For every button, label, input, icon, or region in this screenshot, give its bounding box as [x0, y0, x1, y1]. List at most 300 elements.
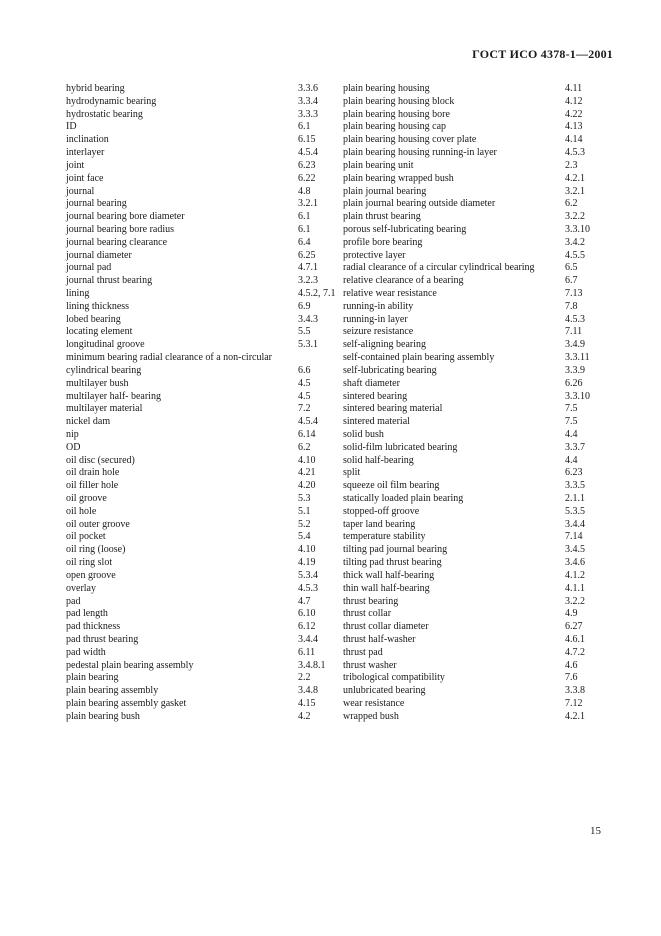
index-ref: 4.7 [298, 595, 311, 607]
index-ref: 6.22 [298, 172, 316, 184]
index-ref: 4.2.1 [565, 710, 585, 722]
index-entry [343, 262, 613, 275]
index-entry [66, 96, 343, 109]
index-ref: 5.3.5 [565, 505, 585, 517]
index-term: inclination [66, 134, 109, 146]
index-ref: 4.5 [298, 377, 311, 389]
index-term: thick wall half-bearing [343, 569, 435, 581]
index-entry [343, 544, 613, 557]
index-entry [66, 275, 343, 288]
index-term: seizure resistance [343, 326, 414, 338]
index-term: pedestal plain bearing assembly [66, 659, 194, 671]
index-ref: 3.2.3 [298, 275, 318, 287]
index-term: wrapped bush [343, 710, 399, 722]
index-entry [66, 224, 343, 237]
index-term: overlay [66, 582, 96, 594]
index-entry [66, 429, 343, 442]
index-term: cylindrical bearing [66, 364, 142, 376]
index-term: unlubricated bearing [343, 685, 426, 697]
index-ref: 3.3.7 [565, 441, 585, 453]
index-entry [343, 647, 613, 660]
index-term: statically loaded plain bearing [343, 493, 464, 504]
index-term: radial clearance of a circular cylindrical bearing [343, 262, 535, 274]
index-entry [66, 301, 343, 314]
index-ref: 3.3.10 [565, 223, 590, 235]
index-term: oil groove [66, 493, 107, 504]
index-ref: 4.9 [565, 608, 578, 620]
index-ref: 3.4.9 [565, 339, 585, 351]
index-entry [343, 570, 613, 583]
index-ref: 4.5.2, 7.1 [298, 288, 336, 299]
index-ref: 7.11 [565, 326, 583, 338]
index-entry [343, 480, 613, 493]
index-ref: 4.6 [565, 659, 578, 671]
index-term: oil hole [66, 505, 97, 517]
index-term: OD [66, 441, 81, 453]
index-entry [66, 455, 343, 468]
index-ref: 3.4.4 [565, 518, 585, 530]
index-term: oil drain hole [66, 467, 120, 479]
index-entry [343, 596, 613, 609]
index-term: profile bore bearing [343, 236, 423, 248]
index-ref: 3.2.1 [298, 198, 318, 210]
index-ref: 4.2.1 [565, 172, 585, 184]
index-term: self-contained plain bearing assembly [343, 352, 495, 364]
index-ref: 4.5.3 [565, 313, 585, 325]
index-term: journal thrust bearing [66, 275, 153, 287]
index-ref: 5.2 [298, 518, 311, 530]
index-entry [343, 467, 613, 480]
index-entry [66, 378, 343, 391]
index-term: interlayer [66, 147, 105, 159]
index-entry [66, 288, 343, 301]
index-entry [66, 262, 343, 275]
index-entry [66, 608, 343, 621]
index-entry [66, 173, 343, 186]
index-entry [66, 416, 343, 429]
index-ref: 4.12 [565, 95, 583, 107]
index-term: oil pocket [66, 531, 106, 543]
index-ref: 4.14 [565, 134, 583, 146]
index-ref: 6.10 [298, 608, 316, 620]
index-ref: 7.2 [298, 403, 311, 415]
index-entry [66, 365, 343, 378]
index-entry [343, 275, 613, 288]
index-entry [66, 186, 343, 199]
index-ref: 3.2.2 [565, 595, 585, 607]
index-entry [343, 288, 613, 301]
index-term: locating element [66, 326, 133, 338]
index-term: ID [66, 121, 77, 133]
index-ref: 4.5.3 [565, 147, 585, 159]
index-ref: 4.19 [298, 557, 316, 569]
index-ref: 3.4.4 [298, 633, 318, 645]
index-term: protective layer [343, 249, 406, 261]
index-entry [66, 339, 343, 352]
index-ref: 2.1.1 [565, 493, 585, 504]
index-term: plain journal bearing [343, 185, 427, 197]
index-ref: 7.14 [565, 531, 583, 543]
index-ref: 4.5.5 [565, 249, 585, 261]
index-entry [343, 198, 613, 211]
index-ref: 4.10 [298, 544, 316, 556]
index-ref: 4.7.1 [298, 262, 318, 274]
index-term: plain bearing housing bore [343, 108, 450, 120]
index-term: taper land bearing [343, 518, 416, 530]
index-entry [343, 442, 613, 455]
index-entry [66, 519, 343, 532]
index-term: solid bush [343, 428, 384, 440]
index-term: relative clearance of a bearing [343, 275, 464, 287]
index-ref: 4.5.3 [298, 582, 318, 594]
index-term: nickel dam [66, 416, 111, 428]
index-term: plain bearing assembly [66, 685, 159, 697]
index-term: plain bearing housing block [343, 95, 455, 107]
index-ref: 6.7 [565, 275, 578, 287]
index-entry [66, 442, 343, 455]
index-entry [66, 672, 343, 685]
index-ref: 3.4.5 [565, 544, 585, 556]
index-term: sintered material [343, 416, 410, 428]
index-entry [343, 301, 613, 314]
index-ref: 4.1.2 [565, 569, 585, 581]
index-ref: 3.4.3 [298, 313, 318, 325]
index-term: joint [66, 159, 85, 171]
index-term: thrust collar diameter [343, 621, 429, 633]
index-ref: 6.23 [298, 159, 316, 171]
index-term: plain bearing [66, 672, 119, 684]
index-term: oil disc (secured) [66, 454, 135, 466]
index-entry [66, 467, 343, 480]
index-term: journal bearing bore radius [66, 223, 175, 235]
index-term: hydrostatic bearing [66, 108, 143, 120]
index-ref: 3.3.3 [298, 108, 318, 120]
index-entry [66, 211, 343, 224]
index-term: squeeze oil film bearing [343, 480, 440, 492]
index-term: pad length [66, 608, 108, 620]
index-entry [66, 557, 343, 570]
index-term: oil filler hole [66, 480, 119, 492]
index-term: oil ring slot [66, 557, 113, 569]
index-term: plain journal bearing outside diameter [343, 198, 496, 210]
index-term: multilayer material [66, 403, 143, 415]
index-term: plain bearing housing cap [343, 121, 447, 133]
index-ref: 7.5 [565, 403, 578, 415]
index-ref: 4.5.4 [298, 147, 318, 159]
index-entry [66, 531, 343, 544]
index-ref: 5.3.1 [298, 339, 318, 351]
index-term: sintered bearing material [343, 403, 443, 415]
index-entry [66, 493, 343, 506]
index-ref: 4.13 [565, 121, 583, 133]
index-entry [343, 391, 613, 404]
index-entry [343, 403, 613, 416]
index-entry [66, 237, 343, 250]
index-ref: 4.22 [565, 108, 583, 120]
index-entry [66, 198, 343, 211]
index-term: joint face [66, 172, 104, 184]
index-term: wear resistance [343, 698, 405, 709]
index-term: pad thickness [66, 621, 121, 633]
index-ref: 6.4 [298, 236, 311, 248]
index-entry [343, 339, 613, 352]
index-entry [343, 365, 613, 378]
index-entry [343, 493, 613, 506]
index-ref: 4.21 [298, 467, 316, 479]
index-ref: 3.3.5 [565, 480, 585, 492]
index-ref: 6.1 [298, 223, 311, 235]
index-entry [343, 121, 613, 134]
index-ref: 6.14 [298, 428, 316, 440]
index-entry [66, 147, 343, 160]
index-entry [343, 160, 613, 173]
index-term: plain bearing unit [343, 159, 414, 171]
index-entry [343, 621, 613, 634]
index-entry [343, 173, 613, 186]
index-entry [343, 96, 613, 109]
index-entry [66, 109, 343, 122]
index-term: solid-film lubricated bearing [343, 441, 458, 453]
index-term: thrust washer [343, 659, 397, 671]
index-term: oil outer groove [66, 518, 130, 530]
index-ref: 4.7.2 [565, 646, 585, 658]
index-ref: 3.3.6 [298, 83, 318, 94]
index-entry [66, 352, 343, 365]
index-entry [343, 224, 613, 237]
index-ref: 6.6 [298, 364, 311, 376]
index-ref: 2.2 [298, 672, 311, 684]
index-term: plain bearing wrapped bush [343, 172, 454, 184]
index-term: plain bearing assembly gasket [66, 698, 187, 709]
index-ref: 3.3.11 [565, 352, 590, 364]
index-term: journal bearing clearance [66, 236, 168, 248]
index-term: pad [66, 595, 81, 607]
index-entry [66, 583, 343, 596]
index-entry [343, 378, 613, 391]
index-entry [66, 621, 343, 634]
index-term: plain bearing bush [66, 710, 140, 722]
index-entry [66, 121, 343, 134]
index-ref: 6.25 [298, 249, 316, 261]
index-term: minimum bearing radial clearance of a non-circular [66, 352, 273, 364]
index-entry [343, 634, 613, 647]
index-ref: 3.2.2 [565, 211, 585, 223]
index-ref: 6.5 [565, 262, 578, 274]
index-entry [66, 698, 343, 711]
index-term: plain bearing housing running-in layer [343, 147, 497, 159]
index-entry [343, 186, 613, 199]
index-ref: 3.4.8.1 [298, 659, 326, 671]
index-ref: 6.26 [565, 377, 583, 389]
index-term: journal [66, 185, 95, 197]
index-entry [343, 250, 613, 263]
index-entry [343, 455, 613, 468]
index-ref: 4.4 [565, 454, 578, 466]
index-entry [66, 647, 343, 660]
index-term: temperature stability [343, 531, 426, 543]
index-term: shaft diameter [343, 377, 400, 389]
index-entry [343, 352, 613, 365]
index-ref: 7.12 [565, 698, 583, 709]
index-ref: 4.15 [298, 698, 316, 709]
index-ref: 7.5 [565, 416, 578, 428]
index-term: stopped-off groove [343, 505, 420, 517]
index-term: lining [66, 288, 90, 299]
index-term: self-aligning bearing [343, 339, 427, 351]
index-entry [343, 531, 613, 544]
index-entry [343, 416, 613, 429]
index-term: hydrodynamic bearing [66, 95, 157, 107]
index-term: open groove [66, 569, 116, 581]
index-term: thrust half-washer [343, 633, 416, 645]
index-entry [66, 506, 343, 519]
index-ref: 3.4.6 [565, 557, 585, 569]
index-term: porous self-lubricating bearing [343, 223, 467, 235]
page-header: ГОСТ ИСО 4378-1—2001 [472, 47, 613, 61]
index-ref: 6.2 [565, 198, 578, 210]
index-entry [343, 583, 613, 596]
index-term: lining thickness [66, 300, 130, 312]
index-ref: 3.2.1 [565, 185, 585, 197]
index-entry [343, 506, 613, 519]
index-term: self-lubricating bearing [343, 364, 437, 376]
index-ref: 3.3.9 [565, 364, 585, 376]
index-ref: 4.2 [298, 710, 311, 722]
index-entry [343, 711, 613, 724]
index-term: multilayer bush [66, 377, 129, 389]
index-term: plain thrust bearing [343, 211, 421, 223]
index-entry [66, 596, 343, 609]
index-entry [66, 160, 343, 173]
index-term: journal diameter [66, 249, 132, 261]
index-ref: 6.1 [298, 121, 311, 133]
index-column-left [66, 83, 343, 724]
index-entry [343, 83, 613, 96]
index-ref: 4.5.4 [298, 416, 318, 428]
index-term: split [343, 467, 361, 479]
index-entry [66, 685, 343, 698]
index-entry [66, 660, 343, 673]
index-ref: 5.3 [298, 493, 311, 504]
index-term: oil ring (loose) [66, 544, 126, 556]
index-term: running-in layer [343, 313, 408, 325]
index-entry [343, 326, 613, 339]
index-ref: 6.27 [565, 621, 583, 633]
index-ref: 4.20 [298, 480, 316, 492]
index-ref: 6.2 [298, 441, 311, 453]
index-entry [343, 429, 613, 442]
index-entry [343, 211, 613, 224]
index-entry [66, 326, 343, 339]
index-ref: 3.4.2 [565, 236, 585, 248]
index-term: tilting pad thrust bearing [343, 557, 442, 569]
index-ref: 3.3.4 [298, 95, 318, 107]
index-ref: 5.3.4 [298, 569, 318, 581]
index-ref: 7.13 [565, 288, 583, 299]
index-ref: 7.6 [565, 672, 578, 684]
index-ref: 6.1 [298, 211, 311, 223]
index-ref: 6.23 [565, 467, 583, 479]
index-entry [343, 608, 613, 621]
index-entry [66, 570, 343, 583]
index-term: tilting pad journal bearing [343, 544, 448, 556]
page-number: 15 [590, 825, 601, 837]
index-entry [343, 314, 613, 327]
index-term: pad thrust bearing [66, 633, 139, 645]
index-ref: 4.11 [565, 83, 583, 94]
index-entry [66, 480, 343, 493]
index-term: running-in ability [343, 300, 414, 312]
index-term: solid half-bearing [343, 454, 414, 466]
index-entry [66, 634, 343, 647]
index-entry [66, 250, 343, 263]
index-term: plain bearing housing cover plate [343, 134, 477, 146]
index-term: thin wall half-bearing [343, 582, 430, 594]
index-ref: 2.3 [565, 159, 578, 171]
index-term: thrust pad [343, 646, 383, 658]
index-term: journal bearing bore diameter [66, 211, 185, 223]
index-ref: 5.1 [298, 505, 311, 517]
index-entry [343, 237, 613, 250]
index-entry [343, 698, 613, 711]
index-ref: 4.5 [298, 390, 311, 402]
index-term: relative wear resistance [343, 288, 437, 299]
index-entry [66, 544, 343, 557]
index-ref: 6.12 [298, 621, 316, 633]
index-term: pad width [66, 646, 106, 658]
index-ref: 3.3.8 [565, 685, 585, 697]
index-entry [66, 711, 343, 724]
index-term: journal bearing [66, 198, 127, 210]
index-term: plain bearing housing [343, 83, 430, 94]
index-entry [66, 391, 343, 404]
index-term: tribological compatibility [343, 672, 445, 684]
index-ref: 3.4.8 [298, 685, 318, 697]
index-term: sintered bearing [343, 390, 408, 402]
index-entry [343, 134, 613, 147]
index-ref: 4.10 [298, 454, 316, 466]
index-term: lobed bearing [66, 313, 121, 325]
index-term: thrust collar [343, 608, 392, 620]
index-ref: 4.6.1 [565, 633, 585, 645]
index-term: multilayer half- bearing [66, 390, 161, 402]
index-entry [343, 685, 613, 698]
index-ref: 3.3.10 [565, 390, 590, 402]
index-entry [343, 147, 613, 160]
index-ref: 6.15 [298, 134, 316, 146]
index-entry [343, 557, 613, 570]
index-term: thrust bearing [343, 595, 399, 607]
index-ref: 5.4 [298, 531, 311, 543]
index-entry [343, 109, 613, 122]
index-term: nip [66, 428, 79, 440]
index-ref: 6.11 [298, 646, 316, 658]
index-column-right [343, 83, 613, 724]
index-entry [343, 660, 613, 673]
index-entry [66, 134, 343, 147]
index-ref: 5.5 [298, 326, 311, 338]
index-term: journal pad [66, 262, 112, 274]
index-ref: 4.4 [565, 428, 578, 440]
index-entry [66, 83, 343, 96]
index-ref: 7.8 [565, 300, 578, 312]
index-entry [343, 519, 613, 532]
index-ref: 4.8 [298, 185, 311, 197]
index-ref: 6.9 [298, 300, 311, 312]
index-ref: 4.1.1 [565, 582, 585, 594]
index-entry [66, 403, 343, 416]
index-term: hybrid bearing [66, 83, 125, 94]
